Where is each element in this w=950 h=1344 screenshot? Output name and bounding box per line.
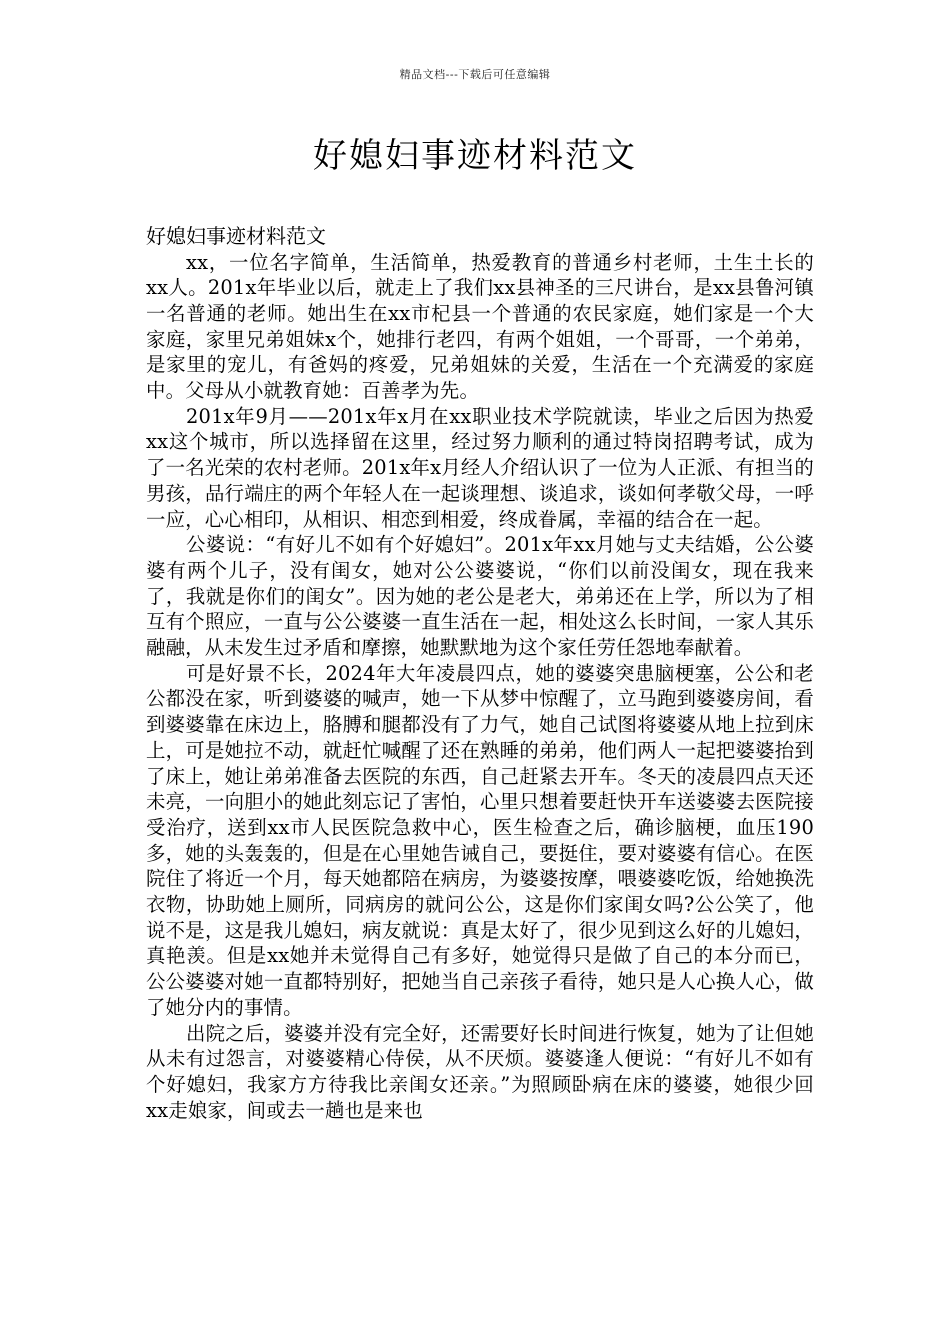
header-note: 精品文档---下载后可任意编辑 — [399, 68, 551, 81]
document-subtitle: 好媳妇事迹材料范文 — [146, 224, 326, 248]
document-title: 好媳妇事迹材料范文 — [313, 136, 637, 176]
paragraph: 201x年9月——201x年x月在xx职业技术学院就读，毕业之后因为热爱xx这个城市，所以选择留在这里，经过努力顺利的通过特岗招聘考试，成为了一名光荣的农村老师。201x年x月经人介绍认识了一位为人正派、有担当的男孩，品行端庄的两个年轻人在一起谈理想、谈追求，谈如何孝敬父母，一呼一应，心心相印，从相识、相恋到相爱，终成眷属，幸福的结合在一起。 — [146, 404, 814, 531]
paragraph: 公婆说：“有好儿不如有个好媳妇”。201x年xx月她与丈夫结婚，公公婆婆有两个儿子，没有闺女，她对公公婆婆说，“你们以前没闺女，现在我来了，我就是你们的闺女”。因为她的老公是老大，弟弟还在上学，所以为了相互有个照应，一直与公公婆婆一直生活在一起，相处这么长时间，一家人其乐融融，从未发生过矛盾和摩擦，她默默地为这个家任劳任怨地奉献着。 — [146, 533, 814, 660]
paragraph: 出院之后，婆婆并没有完全好，还需要好长时间进行恢复，她为了让但她从未有过怨言，对婆婆精心侍侯，从不厌烦。婆婆逢人便说：“有好儿不如有个好媳妇，我家方方待我比亲闺女还亲。”为照顾卧病在床的婆婆，她很少回xx走娘家，间或去一趟也是来也 — [146, 1021, 814, 1122]
paragraph: 可是好景不长，2024年大年凌晨四点，她的婆婆突患脑梗塞，公公和老公都没在家，听到婆婆的喊声，她一下从梦中惊醒了，立马跑到婆婆房间，看到婆婆靠在床边上，胳膊和腿都没有了力气，她自己试图将婆婆从地上拉到床上，可是她拉不动，就赶忙喊醒了还在熟睡的弟弟，他们两人一起把婆婆抬到了床上，她让弟弟准备去医院的东西，自己赶紧去开车。冬天的凌晨四点天还未亮，一向胆小的她此刻忘记了害怕，心里只想着要赶快开车送婆婆去医院接受治疗，送到xx市人民医院急救中心，医生检查之后，确诊脑梗，血压190多，她的头轰轰的，但是在心里她告诫自己，要挺住，要对婆婆有信心。在医院住了将近一个月，每天她都陪在病房，为婆婆按摩，喂婆婆吃饭，给她换洗衣物，协助她上厕所，同病房的就问公公，这是你们家闺女吗?公公笑了，他说不是，这是我儿媳妇，病友就说：真是太好了，很少见到这么好的儿媳妇，真艳羡。但是xx她并未觉得自己有多好，她觉得只是做了自己的本分而已，公公婆婆对她一直都特别好，把她当自己亲孩子看待，她只是人心换人心，做了她分内的事情。 — [146, 661, 814, 1019]
paragraph: xx，一位名字简单，生活简单，热爱教育的普通乡村老师，土生土长的xx人。201x年毕业以后，就走上了我们xx县神圣的三尺讲台，是xx县鲁河镇一名普通的老师。她出生在xx市杞县一个普通的农民家庭，她们家是一个大家庭，家里兄弟姐妹x个，她排行老四，有两个姐姐，一个哥哥，一个弟弟，是家里的宠儿，有爸妈的疼爱，兄弟姐妹的关爱，生活在一个充满爱的家庭中。父母从小就教育她：百善孝为先。 — [146, 250, 814, 403]
document-body — [146, 224, 814, 1123]
